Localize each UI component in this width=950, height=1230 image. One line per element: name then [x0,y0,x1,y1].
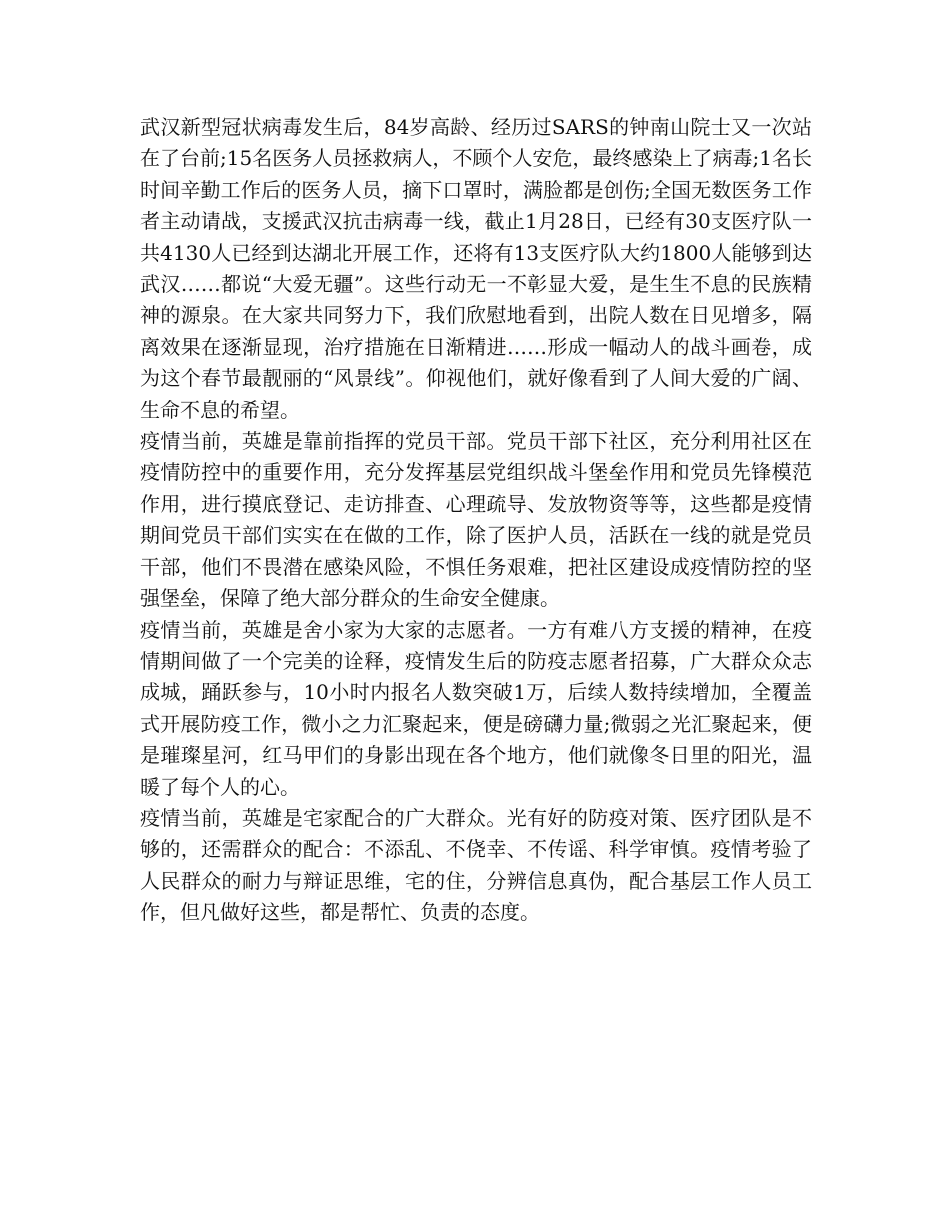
paragraph-public: 疫情当前，英雄是宅家配合的广大群众。光有好的防疫对策、医疗团队是不够的，还需群众的配合：不添乱、不侥幸、不传谣、科学审慎。疫情考验了人民群众的耐力与辩证思维，宅的住，分辨信息真伪，配合基层工作人员工作，但凡做好这些，都是帮忙、负责的态度。 [140,805,812,925]
paragraph-doctors: 武汉新型冠状病毒发生后，84岁高龄、经历过SARS的钟南山院士又一次站在了台前;15名医务人员拯救病人，不顾个人安危，最终感染上了病毒;1名长时间辛勤工作后的医务人员，摘下口罩时，满脸都是创伤;全国无数医务工作者主动请战，支援武汉抗击病毒一线，截止1月28日，已经有30支医疗队一共4130人已经到达湖北开展工作，还将有13支医疗队大约1800人能够到达武汉……都说“大爱无疆”。这些行动无一不彰显大爱，是生生不息的民族精神的源泉。在大家共同努力下，我们欣慰地看到，出院人数在日见增多，隔离效果在逐渐显现，治疗措施在日渐精进……形成一幅动人的战斗画卷，成为这个春节最靓丽的“风景线”。仰视他们，就好像看到了人间大爱的广阔、生命不息的希望。 [140,115,812,422]
paragraph-party-cadres: 疫情当前，英雄是靠前指挥的党员干部。党员干部下社区，充分利用社区在疫情防控中的重要作用，充分发挥基层党组织战斗堡垒作用和党员先锋模范作用，进行摸底登记、走访排查、心理疏导、发放物资等等，这些都是疫情期间党员干部们实实在在做的工作，除了医护人员，活跃在一线的就是党员干部，他们不畏潜在感染风险，不惧任务艰难，把社区建设成疫情防控的坚强堡垒，保障了绝大部分群众的生命安全健康。 [140,429,812,611]
document-body [140,112,812,929]
paragraph-volunteers: 疫情当前，英雄是舍小家为大家的志愿者。一方有难八方支援的精神，在疫情期间做了一个完美的诠释，疫情发生后的防疫志愿者招募，广大群众众志成城，踊跃参与，10小时内报名人数突破1万，后续人数持续增加，全覆盖式开展防疫工作，微小之力汇聚起来，便是磅礴力量;微弱之光汇聚起来，便是璀璨星河，红马甲们的身影出现在各个地方，他们就像冬日里的阳光，温暖了每个人的心。 [140,617,812,799]
